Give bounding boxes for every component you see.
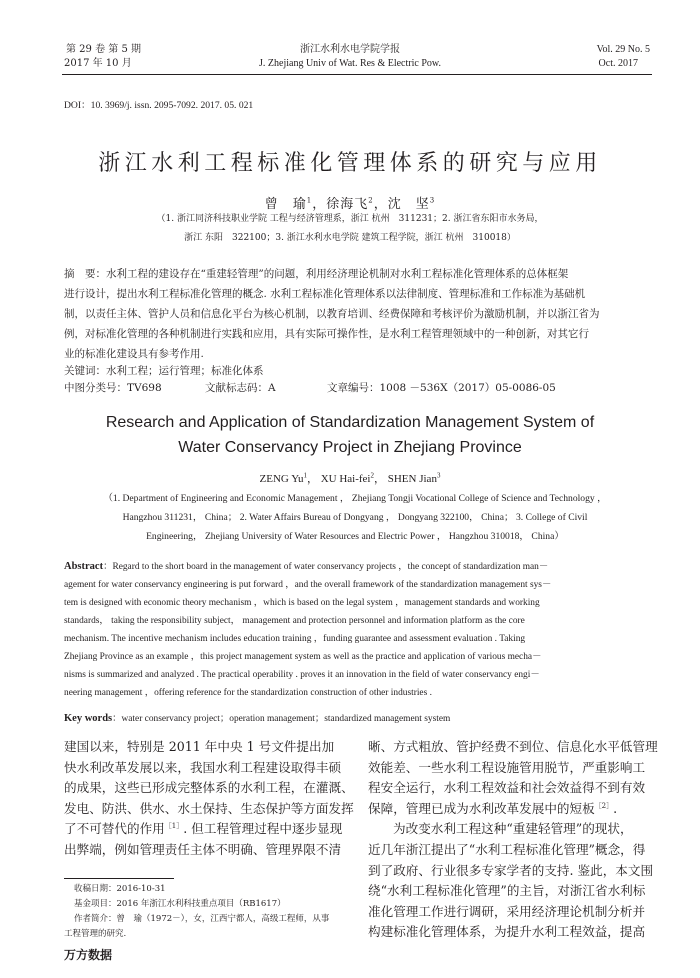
header-volume-cn: 第 29 卷 第 5 期 (66, 44, 141, 55)
body-line: 准化管理工作进行调研，采用经济理论机制分析并 (368, 903, 646, 919)
footnote-author-cont: 工程管理的研究. (64, 929, 127, 939)
abstract-en-line: Zhejiang Province as an example ，this project management system as well as the practice and application of various mecha－ (64, 652, 542, 662)
article-number: 文章编号：1008 －536X（2017）05-0086-05 (327, 382, 556, 394)
keywords-en-label: Key words (64, 713, 113, 724)
abstract-en-line: standards， taking the responsibility subject， management and protection personnel and information platform as the core (64, 616, 525, 626)
affiliation-cn-line1: （1. 浙江同济科技职业学院 工程与经济管理系，浙江 杭州 311231；2. 浙江省东阳市水务局， (156, 214, 544, 224)
body-text: 保障，管理已成为水利改革发展中的短板 (368, 800, 595, 816)
footnote-received: 收稿日期：2016-10-31 (74, 884, 166, 894)
body-line: 程安全运行，水利工程效益和社会效益得不到有效 (368, 780, 646, 796)
body-line (64, 819, 342, 840)
author-en-2-sup: 2 (370, 471, 374, 480)
author-en-3-sup: 3 (436, 471, 441, 480)
abstract-cn-line: 进行设计，提出水利工程标准化管理的概念. 水利工程标准化管理体系以法律制度、管理标准和工作标准为基础机 (64, 288, 586, 300)
body-left-column (64, 737, 354, 861)
abstract-en-label: Abstract (64, 561, 104, 572)
body-line: 效能差、一些水利工程设施管用脱节，严重影响工 (368, 759, 646, 775)
abstract-en-line: neering management ，offering reference for the standardization construction of other industries . (64, 688, 432, 698)
body-line: 为改变水利工程这种“重建轻管理”的现状， (393, 821, 633, 837)
affiliation-cn-line2: 浙江 东阳 322100；3. 浙江水利水电学院 建筑工程学院，浙江 杭州 310018） (184, 233, 516, 243)
body-line: 建国以来，特别是 2011 年中央 1 号文件提出加 (64, 739, 335, 754)
header-date-en: Oct. 2017 (598, 58, 638, 69)
abstract-cn-line: 摘 要：水利工程的建设存在“重建轻管理”的问题，利用经济理论机制对水利工程标准化管理体系的总体框架 (64, 268, 569, 280)
abstract-en-line: mechanism. The incentive mechanism includes education training ，funding guarantee and assessment evaluation . Taking (64, 634, 526, 644)
citation-1[interactable]: ［1］ (164, 822, 184, 831)
abstract-en-line: ：Regard to the short board in the management of water conservancy projects ，the concept of standardization man－ (103, 562, 549, 572)
affiliation-en-line3: Engineering， Zhejiang University of Water Resources and Electric Power ， Hangzhou 310018， China） (146, 531, 564, 542)
document-code: 文献标志码：A (205, 382, 276, 394)
footnote-rule (64, 878, 174, 879)
keywords-en-text: ：water conservancy project；operation management；standardized management system (112, 714, 451, 724)
abstract-en-line: nisms is summarized and analyzed . The practical operability . proves it an innovation in the field of water conservancy engi－ (64, 670, 540, 680)
header-volume-en: Vol. 29 No. 5 (596, 44, 650, 55)
header-date-cn: 2017 年 10 月 (64, 58, 132, 69)
body-line: 构建标准化管理体系，为提升水利工程效益，提高 (368, 924, 646, 940)
abstract-en-line: agement for water conservancy engineering is put forward ，and the overall framework of the standardization management sys－ (64, 580, 552, 590)
citation-2[interactable]: ［2］ (594, 801, 614, 810)
affiliation-en-line2: Hangzhou 311231， China； 2. Water Affairs Bureau of Dongyang ， Dongyang 322100， China； 3. College of Civil (122, 512, 588, 523)
header-journal-cn: 浙江水利水电学院学报 (300, 44, 400, 55)
body-text: . 但工程管理过程中逐步显现 (183, 821, 343, 837)
body-line: 绕“水利工程标准化管理”的主旨，对浙江省水利标 (368, 883, 646, 899)
body-text: 了不可替代的作用 (64, 821, 165, 837)
authors-cn (0, 193, 700, 212)
footnote-author: 作者简介：曾 瑜（1972－），女，江西宁都人，高级工程师，从事 (74, 914, 330, 924)
clc-number: 中图分类号：TV698 (64, 382, 162, 394)
authors-en (0, 470, 700, 486)
keywords-en (64, 710, 450, 724)
author-3: ，沈 坚 (373, 197, 430, 212)
author-2-sup: 2 (368, 196, 374, 205)
affiliation-en-line1: （1. Department of Engineering and Economic Management ， Zhejiang Tongji Vocational College of Science and Technology ， (103, 493, 607, 504)
body-right-column (368, 737, 658, 943)
title-cn: 浙江水利工程标准化管理体系的研究与应用 (98, 151, 602, 176)
author-en-1: ZENG Yu (259, 473, 304, 485)
doi: DOI：10. 3969/j. issn. 2095-7092. 2017. 05. 021 (64, 100, 254, 111)
body-line: 出弊端，例如管理责任主体不明确、管理界限不清 (64, 841, 342, 857)
author-en-1-sup: 1 (303, 471, 307, 480)
header-journal-en: J. Zhejiang Univ of Wat. Res & Electric Pow. (259, 58, 441, 69)
author-1-sup: 1 (306, 196, 313, 205)
author-en-2: ， XU Hai-fei (306, 473, 371, 485)
abstract-cn-line: 例，对标准化管理的各种机制进行实践和应用，具有实际可操作性，是水利工程管理领域中的一种创新，对其它行 (64, 328, 589, 340)
author-2: ，徐海飞 (312, 197, 369, 212)
body-line: 到了政府、行业很多专家学者的支持. 鉴此，本文围 (368, 862, 654, 878)
body-line: 的成果，这些已形成完整体系的水利工程，在灌溉、 (64, 780, 354, 796)
keywords-cn: 关键词：水利工程；运行管理；标准化体系 (64, 365, 264, 377)
body-line: 晰、方式粗放、管护经费不到位、信息化水平低管理 (368, 739, 658, 754)
abstract-cn-line: 业的标准化建设具有参考作用. (64, 348, 204, 360)
body-line: 快水利改革发展以来，我国水利工程建设取得丰硕 (64, 759, 342, 775)
footnote-fund: 基金项目：2016 年浙江水利科技重点项目（RB1617） (74, 899, 286, 909)
abstract-en-line: tem is designed with economic theory mechanism ，which is based on the legal system ，management standards and working (64, 598, 540, 608)
wanfang-watermark: 万方数据 (64, 948, 113, 962)
title-en-line1: Research and Application of Standardization Management System of (105, 414, 595, 431)
title-en-line2: Water Conservancy Project in Zhejiang Province (178, 439, 522, 456)
body-line (368, 799, 646, 820)
body-line: 近几年浙江提出了“水利工程标准化管理”概念，得 (368, 841, 646, 857)
header-rule (62, 74, 652, 75)
author-en-3: ， SHEN Jian (374, 473, 437, 485)
author-1: 曾 瑜 (264, 197, 307, 212)
body-line: 发电、防洪、供水、水土保持、生态保护等方面发挥 (64, 800, 354, 816)
body-text: . (613, 800, 618, 816)
author-3-sup: 3 (429, 196, 436, 205)
abstract-cn-line: 制，以责任主体、管护人员和信息化平台为核心机制，以教育培训、经费保障和考核评价为激励机制，并以浙江省为 (64, 308, 600, 320)
abstract-en (64, 558, 649, 702)
